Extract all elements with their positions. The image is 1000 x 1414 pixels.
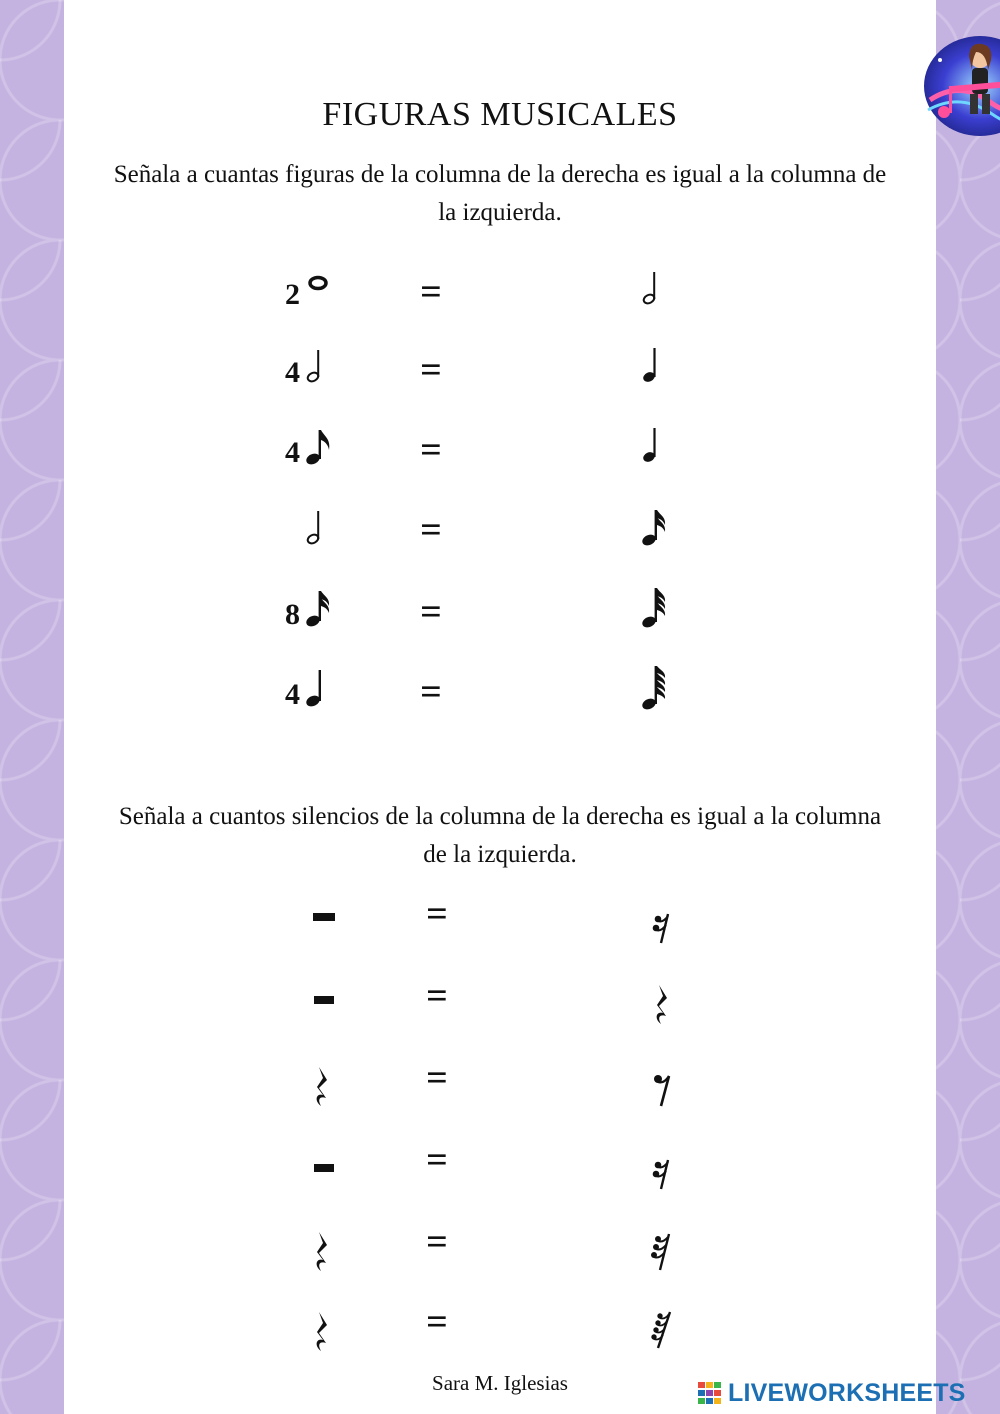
quarter-rest-icon [302,1054,342,1129]
rests-instruction: Señala a cuantos silencios de la columna de la derecha es igual a la columna de la izquierda. [118,803,882,868]
author-name: Sara M. Iglesias [432,1371,568,1395]
half-note-icon [300,338,340,403]
equals-sign: = [420,509,442,551]
thirty-second-rest-icon [644,1218,684,1293]
half-rest-icon [302,1136,342,1201]
page-title: FIGURAS MUSICALES [322,96,678,133]
whole-note-icon [300,260,340,325]
half-note-icon [300,498,340,563]
equals-sign: = [426,1301,448,1343]
equals-sign: = [426,1221,448,1263]
figure-row [64,498,936,568]
equals-sign: = [426,893,448,935]
equals-sign: = [426,1139,448,1181]
rest-row [64,890,936,960]
sixteenth-note-icon [300,580,340,645]
rest-row [64,1054,936,1124]
eighth-note-icon [300,418,340,483]
quarter-note-icon [636,338,676,403]
rest-row [64,1298,936,1368]
quarter-rest-icon [302,1218,342,1293]
figures-instruction: Señala a cuantas figuras de la columna de la derecha es igual a la columna de la izquierda. [113,161,887,226]
figure-count: 2 [285,278,300,311]
sixteenth-note-icon [636,498,676,563]
rest-row [64,1136,936,1206]
equals-sign: = [420,429,442,471]
equals-sign: = [420,349,442,391]
rest-row [64,1218,936,1288]
figure-count: 4 [285,436,300,469]
liveworksheets-brand[interactable] [698,1376,966,1410]
sixteenth-rest-icon [644,890,684,965]
brand-name: LIVEWORKSHEETS [728,1378,966,1407]
whole-rest-icon [302,890,342,955]
eighth-rest-icon [644,1054,684,1129]
quarter-note-icon [300,660,340,725]
quarter-note-icon [636,418,676,483]
thirty-second-note-icon [636,580,676,645]
figure-row [64,338,936,408]
figure-count: 8 [285,598,300,631]
sixteenth-rest-icon [644,1136,684,1211]
figure-row [64,260,936,330]
equals-sign: = [420,591,442,633]
quarter-rest-icon [644,972,684,1047]
figure-count: 4 [285,356,300,389]
worksheet-page [64,0,936,1414]
sixty-fourth-note-icon [636,660,676,725]
rest-row [64,972,936,1042]
figure-row [64,660,936,730]
equals-sign: = [426,975,448,1017]
equals-sign: = [420,271,442,313]
sixty-fourth-rest-icon [644,1298,684,1373]
equals-sign: = [420,671,442,713]
figure-row [64,580,936,650]
half-rest-icon [302,972,342,1037]
figure-row [64,418,936,488]
half-note-icon [636,260,676,325]
liveworksheets-logo-icon [698,1382,722,1404]
quarter-rest-icon [302,1298,342,1373]
equals-sign: = [426,1057,448,1099]
figure-count: 4 [285,678,300,711]
